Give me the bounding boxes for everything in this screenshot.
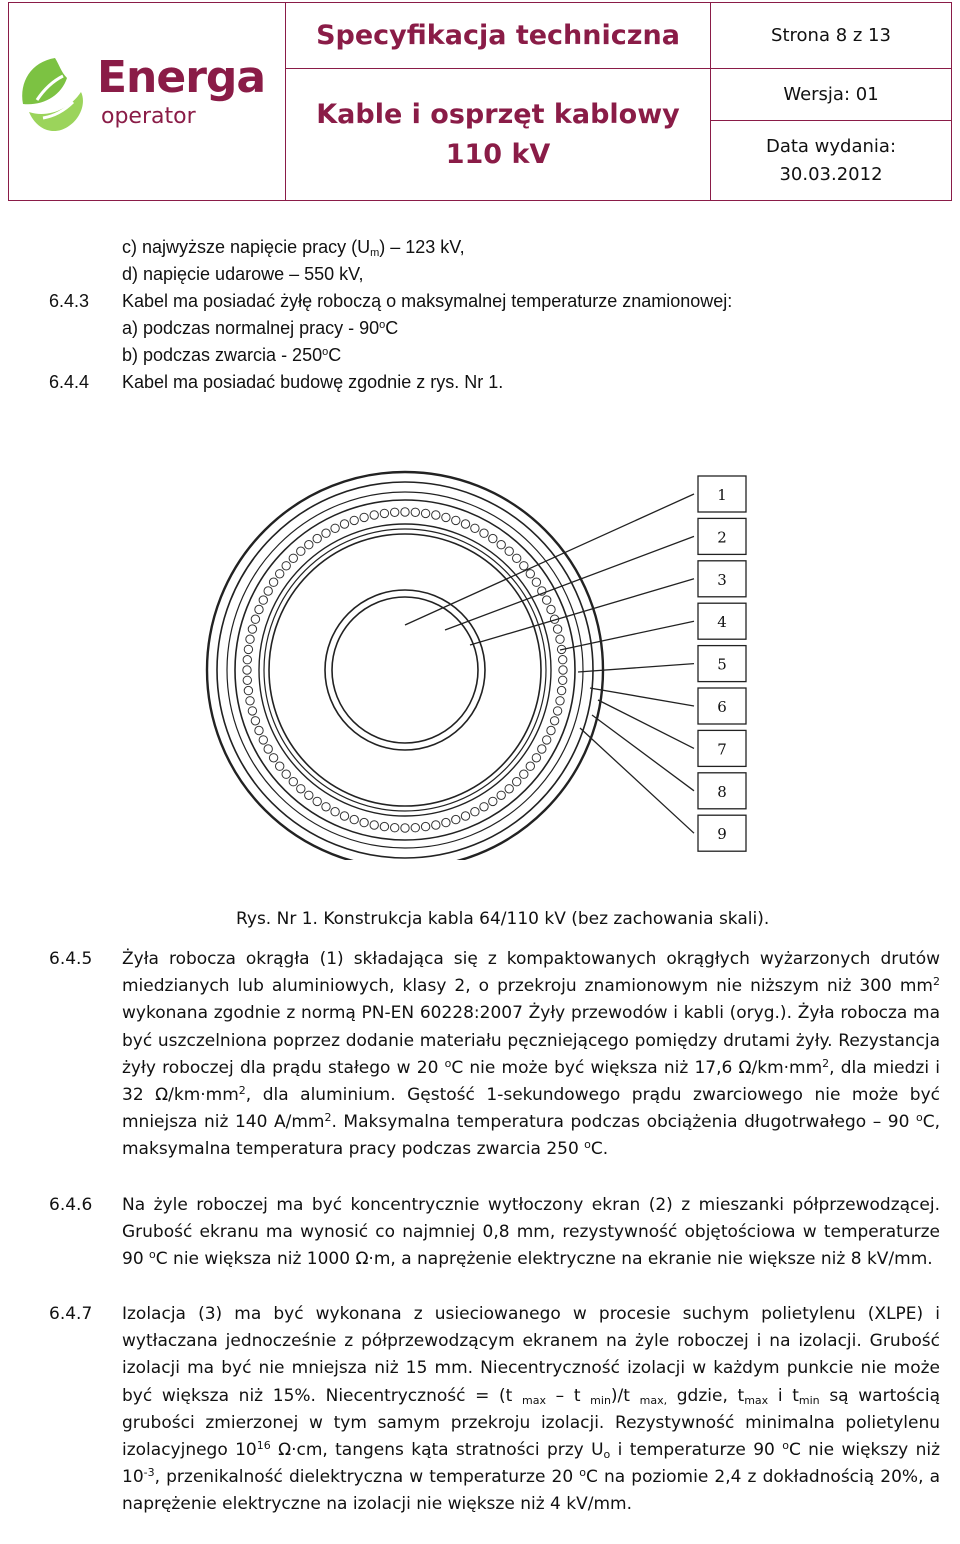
screen-wire <box>543 736 551 744</box>
cable-ring-3 <box>227 492 583 848</box>
screen-wire <box>282 770 290 778</box>
screen-wire <box>452 815 460 823</box>
screen-wire <box>550 717 558 725</box>
screen-wire <box>547 726 555 734</box>
screen-wire <box>255 726 263 734</box>
label-number-5: 5 <box>717 655 727 674</box>
screen-wire <box>480 803 488 811</box>
leader-line-3 <box>470 579 694 645</box>
screen-wire <box>520 770 528 778</box>
screen-wire <box>313 797 321 805</box>
screen-wire <box>432 511 440 519</box>
cable-ring-1 <box>207 472 603 860</box>
screen-wire <box>471 808 479 816</box>
screen-wire <box>513 778 521 786</box>
screen-wire <box>513 554 521 562</box>
screen-wire <box>526 570 534 578</box>
screen-wire <box>282 562 290 570</box>
section-text-647: Izolacja (3) ma być wykonana z usieciowanego w procesie suchym polietylenu (XLPE) i wytłaczana jednocześnie z półprzewodzącym ekranem na żyle roboczej i na izolacji. Grubość izolacji ma być nie mniejsza niż 15 mm. Niecentryczność izolacji w każdym punkcie nie może być większa niż 15%. Niecentryczność = (t $_{max}$ – t $_{min}$)/t $_{max,}$ gdzie, $t_{max}$ i $t_{min}$ są wartością grubości zmierzonej w tym samym przekroju izolacji. Rezystywność minimalna polietylenu izolacyjnego $10^{16}$ Ω·cm, tangens kąta stratności przy $U_o$ i temperaturze 90 $^o$C nie większy niż $10^{-3}$, przenikalność dielektryczna w temperaturze 20 $^o$C na poziomie 2,4 z dokładnością 20%, a naprężenie elektryczne na izolacji nie większe niż 4 kV/mm. <box>122 1304 941 1515</box>
leader-line-7 <box>598 700 694 748</box>
version: Wersja: 01 <box>711 69 952 121</box>
leader-line-9 <box>580 728 694 833</box>
screen-wire <box>401 508 409 516</box>
label-number-2: 2 <box>717 528 727 547</box>
screen-wire <box>289 778 297 786</box>
screen-wire <box>297 547 305 555</box>
screen-wire <box>461 520 469 528</box>
cable-rings <box>207 472 603 860</box>
screen-wire <box>497 541 505 549</box>
cable-ring-8 <box>325 590 485 750</box>
label-number-8: 8 <box>717 782 727 801</box>
screen-wire <box>243 656 251 664</box>
screen-wire <box>289 554 297 562</box>
screen-wire <box>350 815 358 823</box>
screen-wire <box>305 791 313 799</box>
issue-date-value: 30.03.2012 <box>779 163 883 185</box>
list-item-a: a) podczas normalnej pracy - 90$^o$C <box>122 318 399 338</box>
screen-wire <box>350 516 358 524</box>
screen-wire <box>360 818 368 826</box>
screen-wire <box>322 803 330 811</box>
screen-wire <box>340 812 348 820</box>
screen-wire <box>526 762 534 770</box>
subject-line-2: 110 kV <box>445 138 551 170</box>
label-number-4: 4 <box>717 613 727 632</box>
label-boxes <box>698 476 746 851</box>
screen-wire <box>380 822 388 830</box>
cable-ring-6 <box>264 529 546 811</box>
screen-wire <box>251 717 259 725</box>
screen-wire <box>553 707 561 715</box>
screen-wire <box>489 797 497 805</box>
screen-wire <box>520 562 528 570</box>
screen-wire <box>532 578 540 586</box>
section-number-646: 6.4.6 <box>49 1195 93 1215</box>
screen-wire <box>322 529 330 537</box>
label-number-9: 9 <box>717 825 727 844</box>
screen-wire <box>401 824 409 832</box>
screen-wire <box>360 513 368 521</box>
screen-wire <box>497 791 505 799</box>
subject-line-1: Kable i osprzęt kablowy <box>316 98 680 130</box>
screen-wire <box>297 785 305 793</box>
screen-wire <box>489 534 497 542</box>
screen-wire <box>313 534 321 542</box>
label-number-7: 7 <box>717 740 727 759</box>
cable-ring-7 <box>269 534 541 806</box>
screen-wire <box>480 529 488 537</box>
issue-date-label: Data wydania: <box>765 135 897 157</box>
energa-leaf-icon <box>17 52 93 142</box>
energa-logo <box>17 42 277 162</box>
screen-wire <box>559 676 567 684</box>
cable-ring-2 <box>217 482 593 858</box>
screen-wire <box>391 824 399 832</box>
screen-wire <box>248 625 256 633</box>
screen-wire <box>244 686 252 694</box>
screen-wire <box>259 736 267 744</box>
page-number: Strona 8 z 13 <box>711 3 952 69</box>
cable-ring-9 <box>332 597 478 743</box>
screen-wire <box>370 511 378 519</box>
document-subject <box>286 69 711 201</box>
screen-wire <box>432 821 440 829</box>
screen-wire <box>505 547 513 555</box>
leader-line-5 <box>578 664 694 672</box>
screen-wire <box>246 697 254 705</box>
screen-wire <box>269 578 277 586</box>
screen-wire <box>370 821 378 829</box>
screen-wire <box>276 570 284 578</box>
document-title: Specyfikacja techniczna <box>286 3 711 69</box>
screen-wire <box>246 635 254 643</box>
cable-ring-5 <box>259 524 551 816</box>
screen-wire <box>380 509 388 517</box>
cable-ring-4 <box>235 500 575 840</box>
screen-wire <box>556 697 564 705</box>
section-number-645: 6.4.5 <box>49 949 93 969</box>
screen-wire <box>331 808 339 816</box>
screen-wire <box>421 822 429 830</box>
screen-wire <box>442 513 450 521</box>
screen-wire <box>305 541 313 549</box>
screen-wire <box>331 524 339 532</box>
screen-wire <box>538 745 546 753</box>
logo-word: Energa <box>97 51 266 103</box>
screen-wire <box>244 645 252 653</box>
logo-subtitle: operator <box>101 103 196 129</box>
screen-wire <box>243 666 251 674</box>
screen-wire <box>505 785 513 793</box>
section-text-643: Kabel ma posiadać żyłę roboczą o maksymalnej temperaturze znamionowej: <box>122 291 733 311</box>
screen-wire <box>421 509 429 517</box>
screen-wires <box>243 508 567 832</box>
screen-wire <box>411 508 419 516</box>
issue-date-cell <box>711 121 952 201</box>
screen-wire <box>559 656 567 664</box>
screen-wire <box>547 605 555 613</box>
screen-wire <box>471 524 479 532</box>
screen-wire <box>264 587 272 595</box>
section-text-644: Kabel ma posiadać budowę zgodnie z rys. Nr 1. <box>122 372 504 392</box>
screen-wire <box>391 508 399 516</box>
screen-wire <box>255 605 263 613</box>
section-number-643: 6.4.3 <box>49 291 90 311</box>
section-text-646: Na żyle roboczej ma być koncentrycznie wytłoczony ekran (2) z mieszanki półprzewodzącej. Grubość ekranu ma wynosić co najmniej 0,8 mm, rezystywność objętościowa w temperaturze 90 $^o$C nie większa niż 1000 Ω·m, a naprężenie elektryczne na ekranie nie większe niż 8 kV/mm. <box>122 1195 940 1270</box>
list-item-c: c) najwyższe napięcie pracy $(U_m) - 123$ kV, <box>122 237 465 259</box>
screen-wire <box>269 754 277 762</box>
screen-wire <box>276 762 284 770</box>
cable-cross-section-figure <box>0 460 960 860</box>
leader-lines <box>405 494 694 833</box>
screen-wire <box>442 818 450 826</box>
screen-wire <box>556 635 564 643</box>
screen-wire <box>452 516 460 524</box>
screen-wire <box>411 824 419 832</box>
section-number-644: 6.4.4 <box>49 372 90 392</box>
screen-wire <box>243 676 251 684</box>
screen-wire <box>553 625 561 633</box>
logo-cell <box>9 3 286 201</box>
section-number-647: 6.4.7 <box>49 1304 93 1324</box>
section-text-645: Żyła robocza okrągła (1) składająca się z kompaktowanych okrągłych wyżarzonych drutów miedzianych lub aluminiowych, klasy 2, o przekroju znamionowym nie niższym niż 300 $mm^2$ wykonana zgodnie z normą PN-EN 60228:2007 Żyły przewodów i kabli (oryg.). Żyła robocza ma być uszczelniona poprzez dodanie materiału pęczniejącego pomiędzy drutami żyły. Rezystancja żyły roboczej dla prądu stałego w 20 $^o$C nie może być większa niż 17,6 $\Omega/km\cdot mm^2$, dla miedzi i 32 $\Omega/km\cdot mm^2$, dla aluminium. Gęstość 1-sekundowego prądu zwarciowego nie może być mniejsza niż 140 $A/mm^2$. Maksymalna temperatura podczas obciążenia długotrwałego – 90 $^o$C, maksymalna temperatura pracy podczas zwarcia 250 $^o$C. <box>122 949 940 1160</box>
label-number-1: 1 <box>717 486 727 504</box>
screen-wire <box>543 596 551 604</box>
screen-wire <box>461 812 469 820</box>
screen-wire <box>557 686 565 694</box>
document-header <box>8 2 952 201</box>
list-item-d: d) napięcie udarowe – 550 kV, <box>122 264 364 284</box>
screen-wire <box>264 745 272 753</box>
screen-wire <box>248 707 256 715</box>
screen-wire <box>251 615 259 623</box>
label-number-6: 6 <box>717 698 727 716</box>
figure-caption: Rys. Nr 1. Konstrukcja kabla 64/110 kV (bez zachowania skali). <box>236 909 770 929</box>
screen-wire <box>259 596 267 604</box>
list-item-b: b) podczas zwarcia - 250$^o$C <box>122 345 342 365</box>
screen-wire <box>340 520 348 528</box>
screen-wire <box>559 666 567 674</box>
label-number-3: 3 <box>717 570 727 589</box>
screen-wire <box>532 754 540 762</box>
